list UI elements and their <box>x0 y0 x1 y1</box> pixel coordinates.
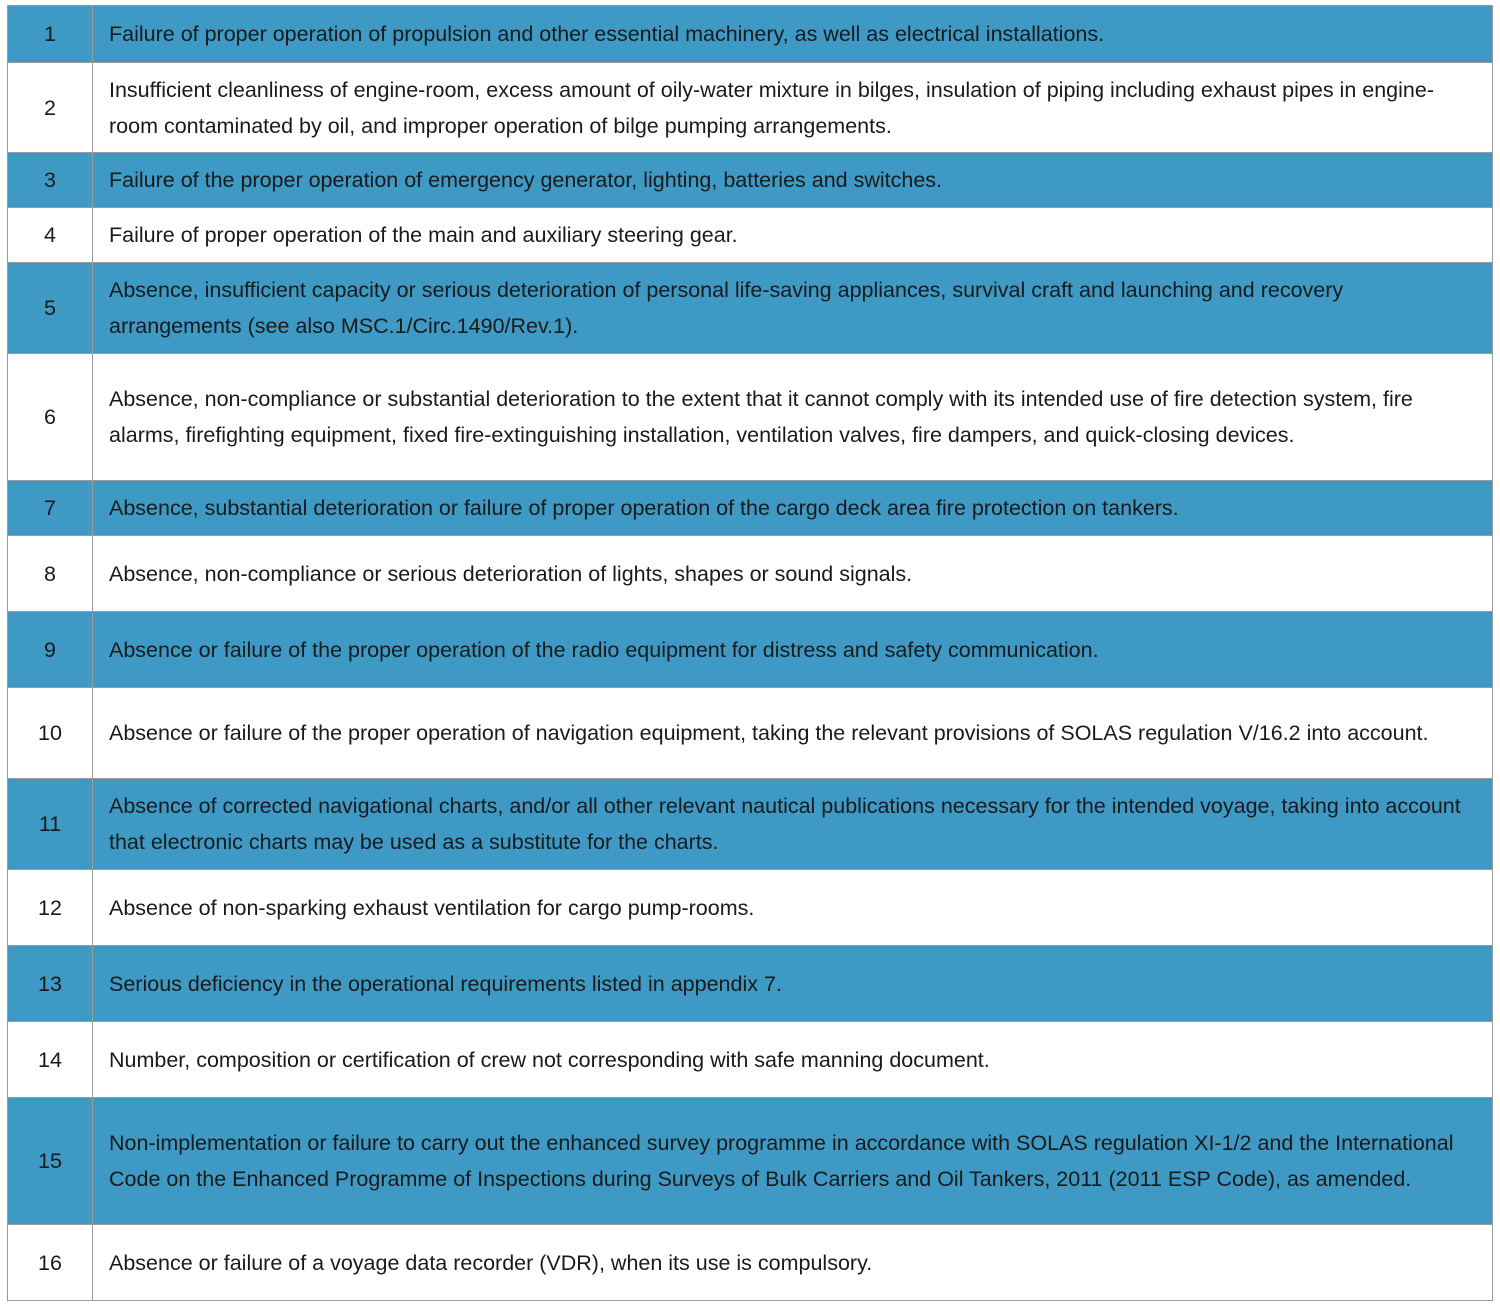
row-description: Insufficient cleanliness of engine-room, excess amount of oily-water mixture in bilges, insulation of piping including exhaust pipes in engine-room contaminated by oil, and improper operation of bilge pumping arrangements. <box>93 63 1493 153</box>
row-description: Absence or failure of a voyage data recorder (VDR), when its use is compulsory. <box>93 1225 1493 1301</box>
table-row <box>8 153 1493 208</box>
row-number: 6 <box>8 354 93 481</box>
row-number: 13 <box>8 946 93 1022</box>
deficiency-table <box>7 5 1493 1301</box>
row-number: 10 <box>8 688 93 779</box>
table-row <box>8 536 1493 612</box>
table-row <box>8 946 1493 1022</box>
row-number: 16 <box>8 1225 93 1301</box>
row-description: Absence, non-compliance or serious deterioration of lights, shapes or sound signals. <box>93 536 1493 612</box>
table-row <box>8 6 1493 63</box>
row-description: Failure of the proper operation of emergency generator, lighting, batteries and switches. <box>93 153 1493 208</box>
row-number: 3 <box>8 153 93 208</box>
table-row <box>8 1098 1493 1225</box>
row-description: Failure of proper operation of propulsion and other essential machinery, as well as electrical installations. <box>93 6 1493 63</box>
table-row <box>8 779 1493 870</box>
row-description: Absence of corrected navigational charts, and/or all other relevant nautical publications necessary for the intended voyage, taking into account that electronic charts may be used as a substitute for the charts. <box>93 779 1493 870</box>
row-description: Absence, insufficient capacity or serious deterioration of personal life-saving appliances, survival craft and launching and recovery arrangements (see also MSC.1/Circ.1490/Rev.1). <box>93 263 1493 354</box>
row-number: 7 <box>8 481 93 536</box>
row-number: 12 <box>8 870 93 946</box>
table-row <box>8 481 1493 536</box>
table-row <box>8 612 1493 688</box>
table-row <box>8 1022 1493 1098</box>
row-number: 11 <box>8 779 93 870</box>
row-description: Absence or failure of the proper operation of the radio equipment for distress and safety communication. <box>93 612 1493 688</box>
table-row <box>8 263 1493 354</box>
row-number: 1 <box>8 6 93 63</box>
row-number: 4 <box>8 208 93 263</box>
table-row <box>8 870 1493 946</box>
row-number: 15 <box>8 1098 93 1225</box>
table-row <box>8 63 1493 153</box>
row-number: 9 <box>8 612 93 688</box>
table-row <box>8 354 1493 481</box>
row-description: Absence or failure of the proper operation of navigation equipment, taking the relevant provisions of SOLAS regulation V/16.2 into account. <box>93 688 1493 779</box>
row-number: 8 <box>8 536 93 612</box>
row-number: 2 <box>8 63 93 153</box>
row-description: Non-implementation or failure to carry out the enhanced survey programme in accordance with SOLAS regulation XI-1/2 and the International Code on the Enhanced Programme of Inspections during Surveys of Bulk Carriers and Oil Tankers, 2011 (2011 ESP Code), as amended. <box>93 1098 1493 1225</box>
row-description: Number, composition or certification of crew not corresponding with safe manning document. <box>93 1022 1493 1098</box>
row-number: 14 <box>8 1022 93 1098</box>
row-description: Absence of non-sparking exhaust ventilation for cargo pump-rooms. <box>93 870 1493 946</box>
row-description: Serious deficiency in the operational requirements listed in appendix 7. <box>93 946 1493 1022</box>
row-description: Failure of proper operation of the main and auxiliary steering gear. <box>93 208 1493 263</box>
table-row <box>8 688 1493 779</box>
row-description: Absence, non-compliance or substantial deterioration to the extent that it cannot comply with its intended use of fire detection system, fire alarms, firefighting equipment, fixed fire-extinguishing installation, ventilation valves, fire dampers, and quick-closing devices. <box>93 354 1493 481</box>
row-description: Absence, substantial deterioration or failure of proper operation of the cargo deck area fire protection on tankers. <box>93 481 1493 536</box>
table-row <box>8 1225 1493 1301</box>
row-number: 5 <box>8 263 93 354</box>
table-row <box>8 208 1493 263</box>
